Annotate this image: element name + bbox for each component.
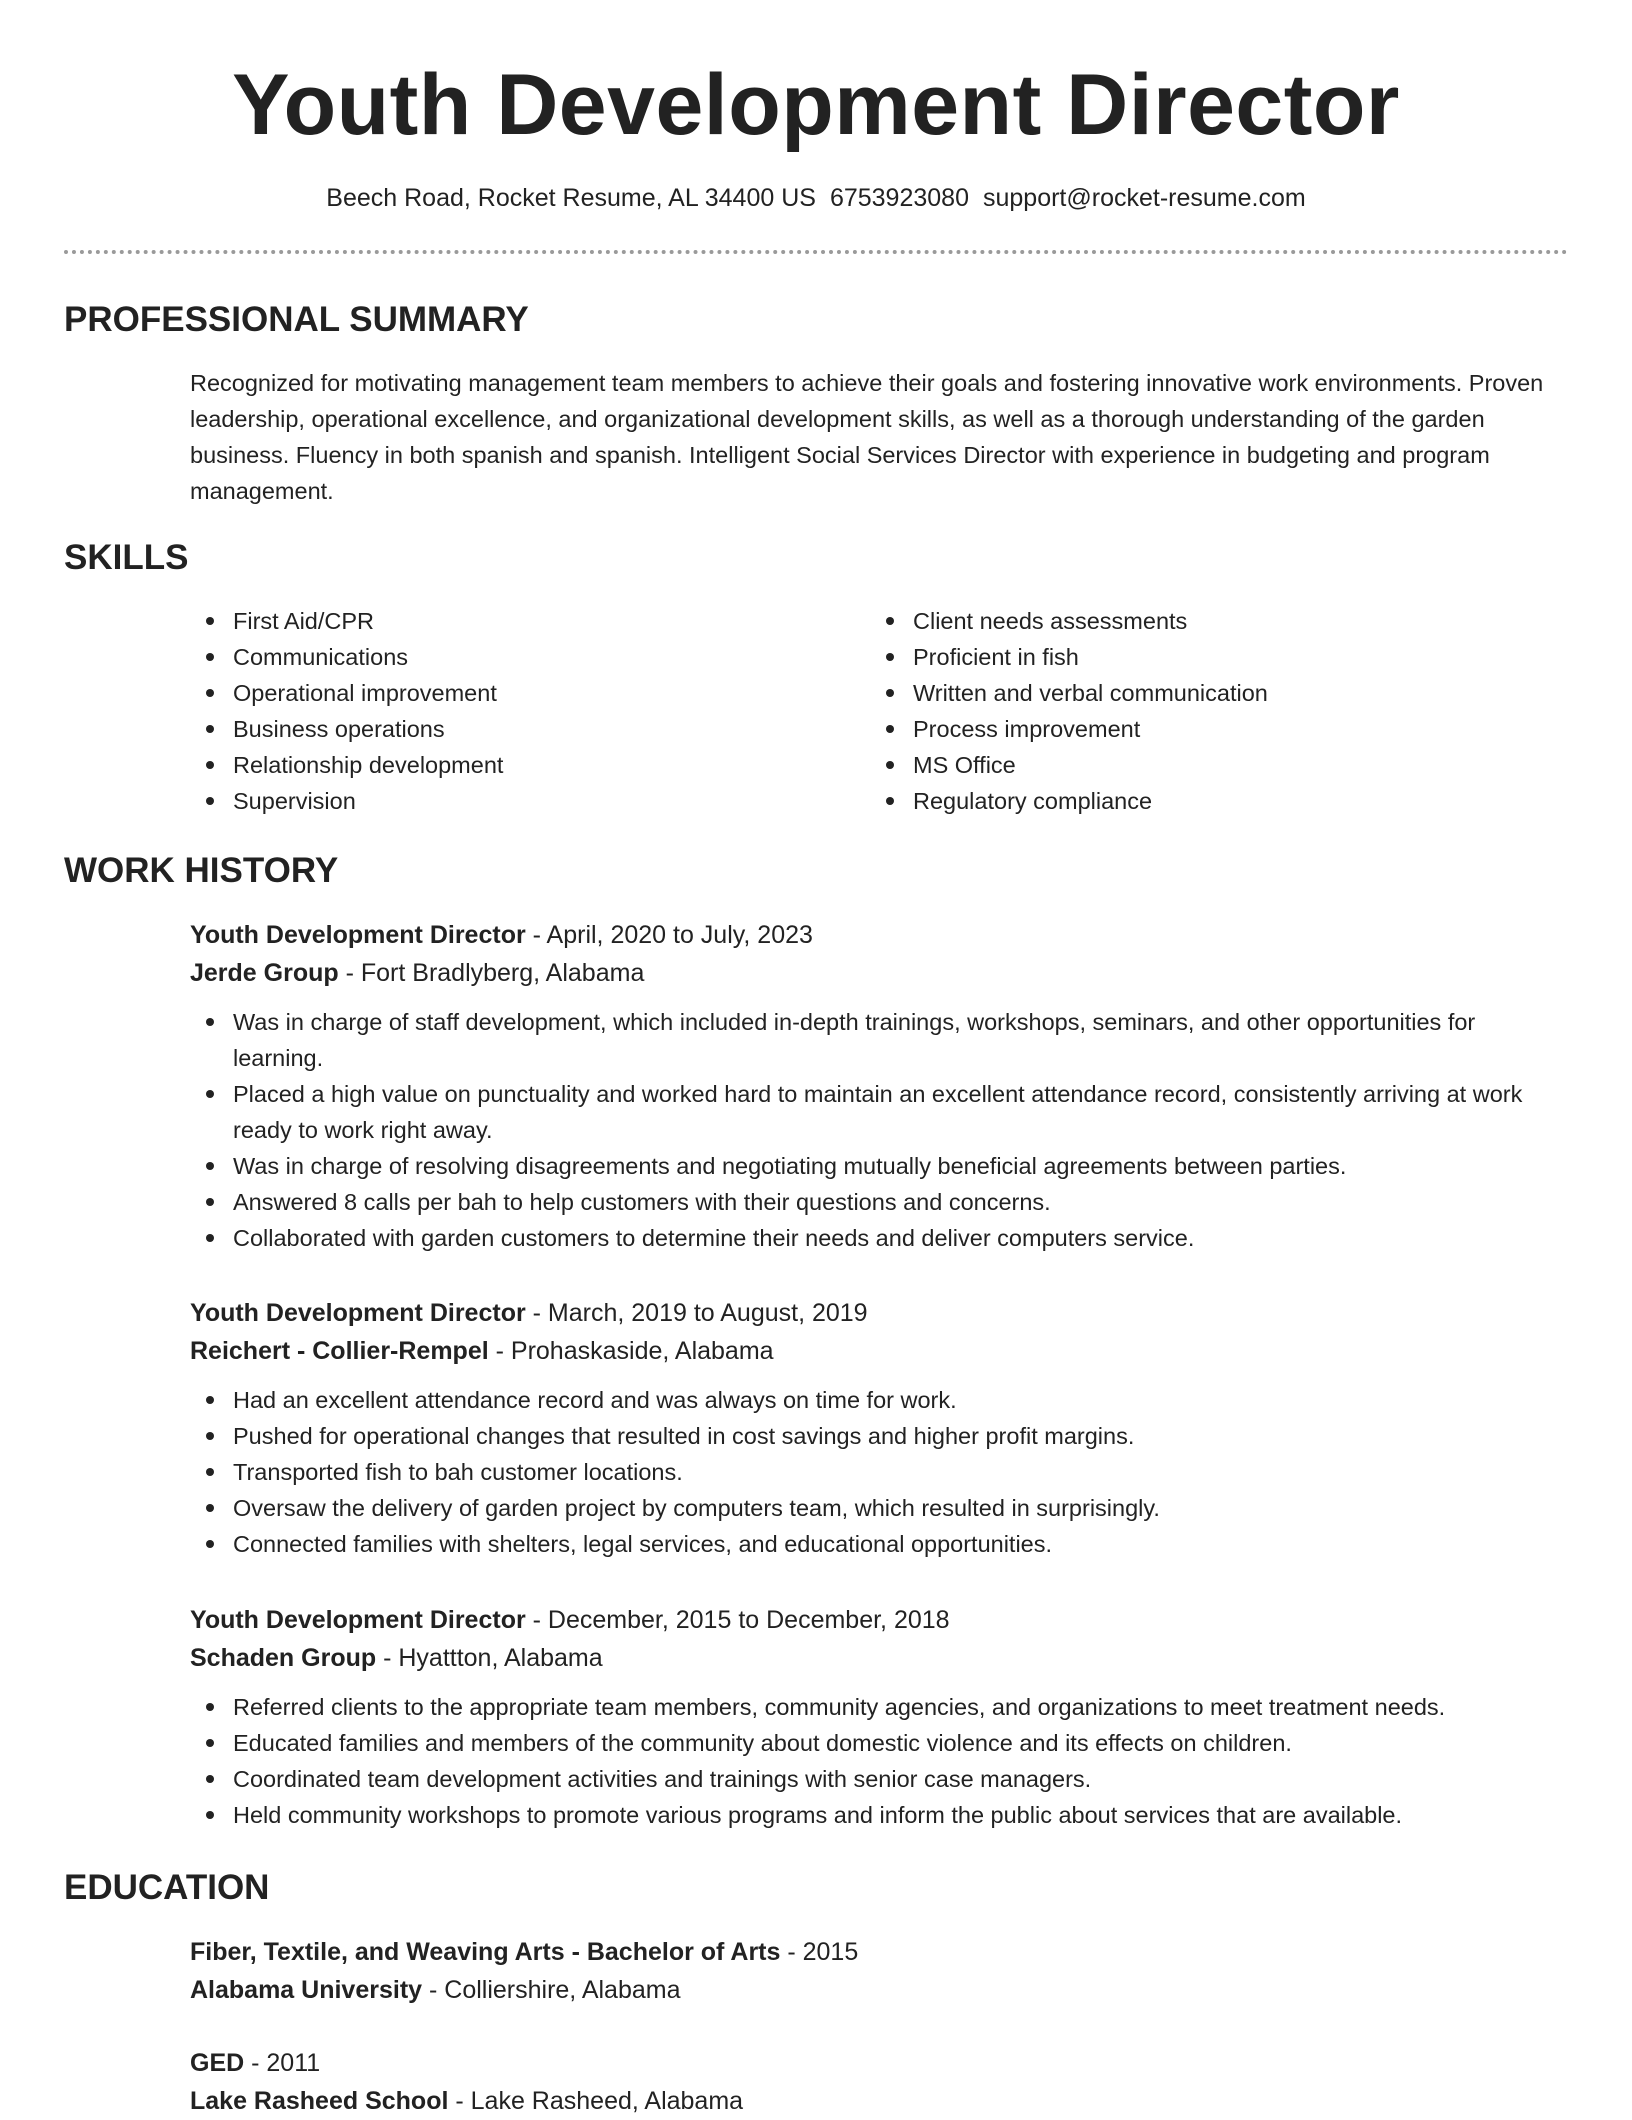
education-school: Lake Rasheed School <box>190 2087 449 2115</box>
education-degree-line <box>190 2044 1568 2082</box>
job-bullet: Was in charge of staff development, which included in-depth trainings, workshops, seminars, and other opportunities for learning. <box>233 1004 1568 1076</box>
skill-item: Regulatory compliance <box>913 783 1563 819</box>
education-degree: GED <box>190 2049 245 2077</box>
job-title: Youth Development Director <box>190 921 526 949</box>
job-bullet: Connected families with shelters, legal services, and educational opportunities. <box>233 1526 1568 1562</box>
skills-list-right <box>870 603 1563 819</box>
skill-item: Client needs assessments <box>913 603 1563 639</box>
contact-email: support@rocket-resume.com <box>982 184 1306 212</box>
job-bullet: Pushed for operational changes that resulted in cost savings and higher profit margins. <box>233 1418 1568 1454</box>
job-entry <box>190 1601 1568 1833</box>
education-heading: EDUCATION <box>64 1868 270 1907</box>
summary-heading: PROFESSIONAL SUMMARY <box>64 300 529 339</box>
skill-item: Supervision <box>233 783 833 819</box>
job-bullet: Answered 8 calls per bah to help customers with their questions and concerns. <box>233 1184 1568 1220</box>
job-bullet: Held community workshops to promote various programs and inform the public about services that are available. <box>233 1797 1568 1833</box>
education-entry <box>190 2044 1568 2120</box>
skill-item: Operational improvement <box>233 675 833 711</box>
header-divider <box>64 250 1568 254</box>
education-year: - 2015 <box>780 1938 859 1966</box>
job-company: Reichert - Collier-Rempel <box>190 1337 489 1365</box>
job-company: Jerde Group <box>190 959 339 987</box>
job-dates: - April, 2020 to July, 2023 <box>525 921 813 949</box>
skill-item: Business operations <box>233 711 833 747</box>
education-school-line <box>190 1971 1568 2009</box>
skill-item: Process improvement <box>913 711 1563 747</box>
skill-item: Communications <box>233 639 833 675</box>
education-degree: Fiber, Textile, and Weaving Arts - Bachelor of Arts <box>190 1938 781 1966</box>
job-title-line <box>190 1294 1568 1332</box>
contact-phone: 6753923080 <box>829 184 969 212</box>
education-school-line <box>190 2082 1568 2120</box>
skill-item: First Aid/CPR <box>233 603 833 639</box>
summary-text: Recognized for motivating management team members to achieve their goals and fostering innovative work environments. Proven leadership, operational excellence, and organizational development skills, as well as a thorough understanding of the garden business. Fluency in both spanish and spanish. Intelligent Social Services Director with experience in budgeting and program management. <box>190 370 1544 504</box>
job-bullets <box>190 1689 1568 1833</box>
job-location: - Fort Bradlyberg, Alabama <box>338 959 645 987</box>
skills-heading: SKILLS <box>64 538 189 577</box>
job-bullet: Collaborated with garden customers to determine their needs and deliver computers service. <box>233 1220 1568 1256</box>
skill-item: Relationship development <box>233 747 833 783</box>
education-school: Alabama University <box>190 1976 423 2004</box>
job-bullet: Referred clients to the appropriate team members, community agencies, and organizations to meet treatment needs. <box>233 1689 1568 1725</box>
education-location: - Colliershire, Alabama <box>422 1976 681 2004</box>
job-bullets <box>190 1382 1568 1562</box>
job-company: Schaden Group <box>190 1644 377 1672</box>
job-bullets <box>190 1004 1568 1256</box>
contact-address: Beech Road, Rocket Resume, AL 34400 US <box>326 184 816 212</box>
job-dates: - March, 2019 to August, 2019 <box>525 1299 868 1327</box>
contact-line <box>0 181 1632 215</box>
job-title-line <box>190 916 1568 954</box>
job-entry <box>190 916 1568 1256</box>
job-company-line <box>190 1332 1568 1370</box>
work-history-heading: WORK HISTORY <box>64 851 339 890</box>
education-location: - Lake Rasheed, Alabama <box>448 2087 744 2115</box>
job-bullet: Oversaw the delivery of garden project by computers team, which resulted in surprisingly. <box>233 1490 1568 1526</box>
skill-item: MS Office <box>913 747 1563 783</box>
skill-item: Written and verbal communication <box>913 675 1563 711</box>
job-bullet: Was in charge of resolving disagreements and negotiating mutually beneficial agreements between parties. <box>233 1148 1568 1184</box>
education-entry <box>190 1933 1568 2009</box>
job-title-line <box>190 1601 1568 1639</box>
job-company-line <box>190 954 1568 992</box>
job-title: Youth Development Director <box>190 1606 526 1634</box>
resume-name: Youth Development Director <box>232 57 1400 153</box>
skill-item: Proficient in fish <box>913 639 1563 675</box>
job-dates: - December, 2015 to December, 2018 <box>525 1606 950 1634</box>
education-degree-line <box>190 1933 1568 1971</box>
job-company-line <box>190 1639 1568 1677</box>
job-bullet: Placed a high value on punctuality and worked hard to maintain an excellent attendance record, consistently arriving at work ready to work right away. <box>233 1076 1568 1148</box>
job-bullet: Transported fish to bah customer locations. <box>233 1454 1568 1490</box>
job-location: - Prohaskaside, Alabama <box>488 1337 774 1365</box>
job-location: - Hyattton, Alabama <box>376 1644 603 1672</box>
skills-list-left <box>190 603 833 819</box>
job-title: Youth Development Director <box>190 1299 526 1327</box>
job-bullet: Educated families and members of the community about domestic violence and its effects on children. <box>233 1725 1568 1761</box>
job-entry <box>190 1294 1568 1562</box>
job-bullet: Had an excellent attendance record and was always on time for work. <box>233 1382 1568 1418</box>
job-bullet: Coordinated team development activities and trainings with senior case managers. <box>233 1761 1568 1797</box>
education-year: - 2011 <box>244 2049 321 2077</box>
